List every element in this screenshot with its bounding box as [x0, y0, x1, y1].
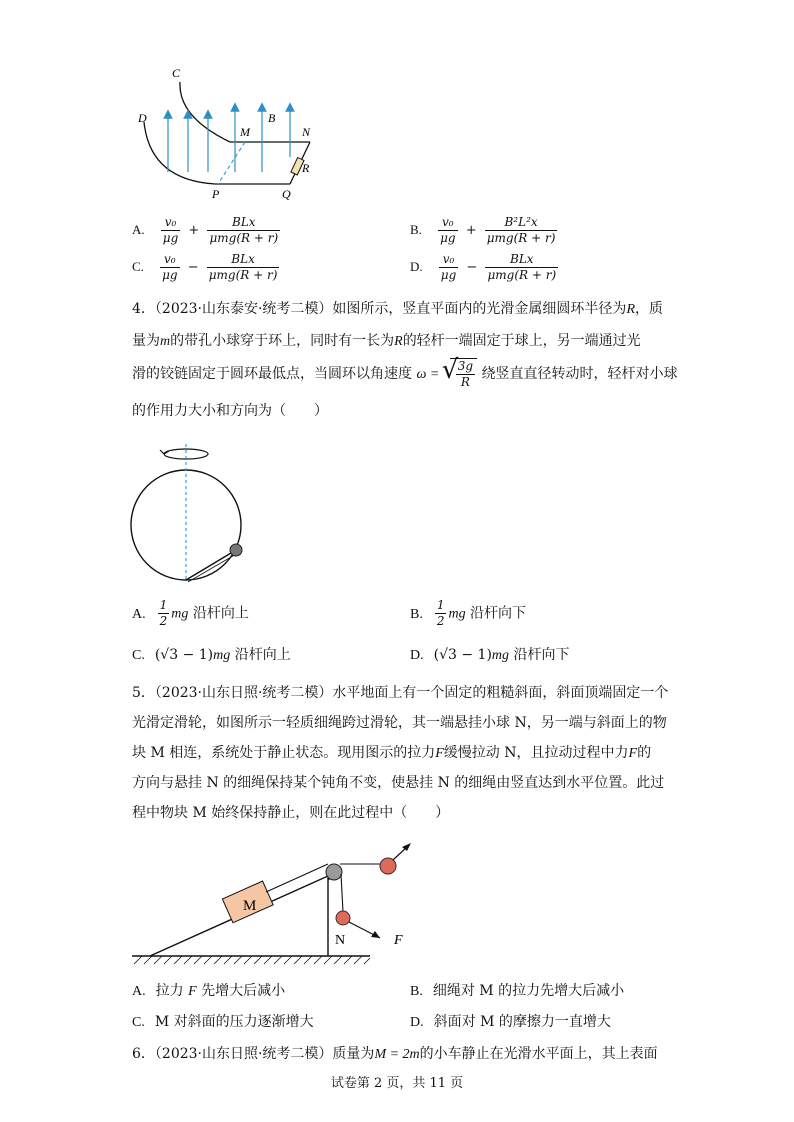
q5-line-2: 光滑定滑轮，如图所示一轻质细绳跨过滑轮，其一端悬挂小球 N，另一端与斜面上的物	[132, 715, 667, 731]
q3-option-b[interactable]: B. $\frac{\text{v₀}}{\mu g}$ + $\frac{\text{B²L²x}}{\text{μmg(R + r)}}$	[410, 215, 556, 245]
label-d: D	[138, 111, 147, 125]
q5-line-4: 方向与悬挂 N 的细绳保持某个钝角不变，使悬挂 N 的细绳由竖直达到水平位置。此过	[132, 775, 665, 791]
pulley	[326, 864, 342, 880]
q5-figure	[130, 840, 430, 970]
q5-line-1: 5．（2023·山东日照·统考二模）水平地面上有一个固定的粗糙斜面，斜面顶端固定一个	[132, 685, 669, 701]
q5-line-5: 程中物块 M 始终保持静止，则在此过程中（ ）	[132, 805, 450, 821]
label-ball-n: N	[335, 933, 346, 948]
label-block-m: M	[243, 898, 257, 914]
dashed-mp	[218, 142, 245, 184]
q4-line-3: 滑的铰链固定于圆环最低点，当圆环以角速度 ω = √ $\frac{3g}{R}$ 绕竖直直径转动时，轻杆对小球	[132, 355, 678, 389]
ball-n	[336, 911, 350, 925]
q3-figure	[130, 62, 330, 202]
q3-option-c[interactable]: C. $\frac{\text{v₀}}{\mu g}$ − $\frac{\text{BLx}}{\text{μmg(R + r)}}$	[132, 252, 278, 282]
q6-line-1: 6．（2023·山东日照·统考二模）质量为M = 2m的小车静止在光滑水平面上，其上表面	[132, 1046, 658, 1062]
label-r: R	[302, 161, 310, 175]
q4-figure	[128, 440, 258, 586]
ball	[230, 544, 242, 556]
q5-line-3: 块 M 相连，系统处于静止状态。现用图示的拉力F缓慢拉动 N，且拉动过程中力F的	[132, 745, 652, 761]
q3-option-a[interactable]: A. $\frac{\text{v₀}}{\mu g}$ + $\frac{\text{BLx}}{\text{μmg(R + r)}}$	[132, 215, 279, 245]
label-p: P	[212, 187, 220, 201]
label-b: B	[268, 111, 276, 125]
q4-option-a[interactable]: A. $\frac{1}{2}$ mg 沿杆向上	[132, 598, 249, 628]
q4-line-4: 的作用力大小和方向为（ ）	[132, 403, 328, 419]
q4-line-1: 4．（2023·山东泰安·统考二模）如图所示，竖直平面内的光滑金属细圆环半径为R，质	[132, 301, 663, 317]
q4-option-b[interactable]: B. $\frac{1}{2}$ mg 沿杆向下	[410, 598, 527, 628]
q5-option-d[interactable]: D. 斜面对 M 的摩擦力一直增大	[410, 1014, 611, 1030]
q5-option-b[interactable]: B. 细绳对 M 的拉力先增大后减小	[410, 983, 625, 999]
ball-upper	[380, 858, 396, 874]
q4-option-d[interactable]: D. (√3 − 1)mg 沿杆向下	[410, 647, 570, 663]
q5-option-a[interactable]: A. 拉力 F 先增大后减小	[132, 983, 286, 999]
q4-line-2: 量为m的带孔小球穿于环上，同时有一长为R的轻杆一端固定于球上，另一端通过光	[132, 333, 641, 349]
rail-curve-dp	[144, 122, 215, 184]
label-force-f: F	[394, 933, 403, 948]
label-q: Q	[282, 187, 291, 201]
q4-option-c[interactable]: C. (√3 − 1)mg 沿杆向上	[132, 647, 291, 663]
q5-option-c[interactable]: C. M 对斜面的压力逐渐增大	[132, 1014, 314, 1030]
page-footer: 试卷第 2 页，共 11 页	[330, 1076, 464, 1091]
label-c: C	[172, 66, 181, 80]
rod	[186, 550, 236, 580]
q3-option-d[interactable]: D. $\frac{\text{v₀}}{\mu g}$ − $\frac{\text{BLx}}{\text{μmg(R + r)}}$	[410, 252, 557, 282]
label-n: N	[302, 125, 311, 139]
label-m: M	[240, 125, 250, 139]
